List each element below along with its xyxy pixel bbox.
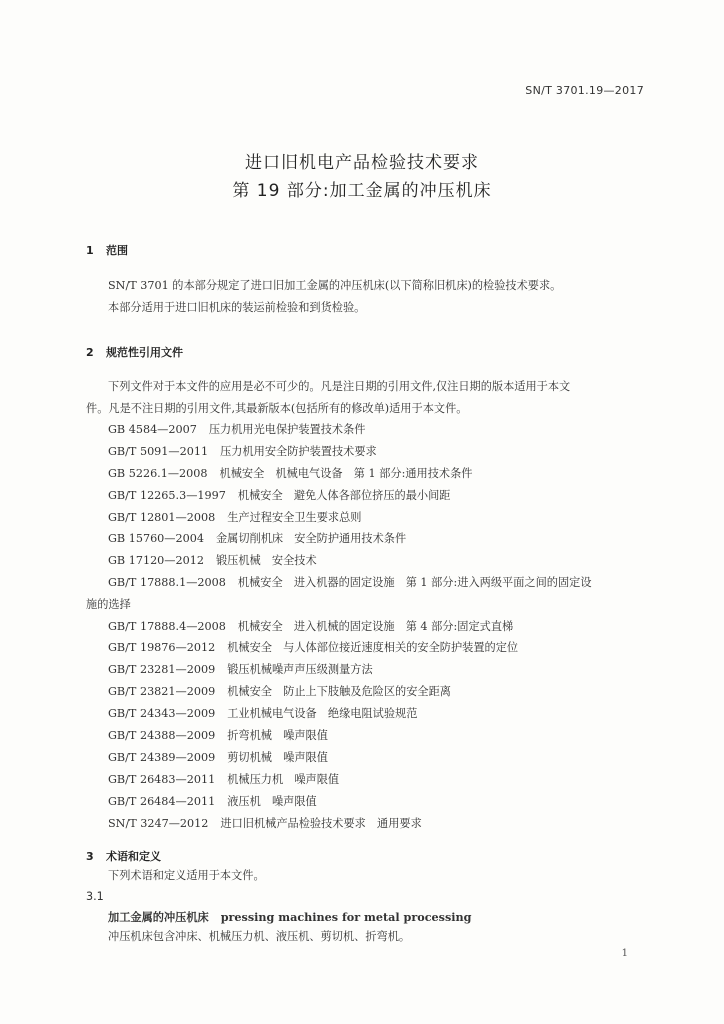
reference-item: GB/T 19876—2012 机械安全 与人体部位接近速度相关的安全防护装置的定位	[108, 641, 519, 654]
reference-item: GB 15760—2004 金属切削机床 安全防护通用技术条件	[108, 532, 407, 545]
reference-item: GB/T 26484—2011 液压机 噪声限值	[108, 795, 317, 808]
section-3-intro: 下列术语和定义适用于本文件。	[108, 869, 265, 882]
section-2-intro-line-2: 件。凡是不注日期的引用文件,其最新版本(包括所有的修改单)适用于本文件。	[86, 402, 468, 415]
reference-item: SN/T 3247—2012 进口旧机械产品检验技术要求 通用要求	[108, 817, 422, 830]
reference-item: GB/T 24343—2009 工业机械电气设备 绝缘电阻试验规范	[108, 707, 418, 720]
section-1-paragraph-1: SN/T 3701 的本部分规定了进口旧加工金属的冲压机床(以下简称旧机床)的检验技术要求。	[108, 279, 562, 292]
section-1-paragraph-2: 本部分适用于进口旧机床的装运前检验和到货检验。	[108, 301, 366, 314]
term-number: 3.1	[86, 890, 104, 903]
reference-item: GB/T 12265.3—1997 机械安全 避免人体各部位挤压的最小间距	[108, 489, 451, 502]
section-1-heading: 1 范围	[86, 244, 128, 257]
term-definition: 冲压机床包含冲床、机械压力机、液压机、剪切机、折弯机。	[108, 930, 411, 943]
section-3-heading: 3 术语和定义	[86, 850, 161, 863]
reference-item: GB/T 23821—2009 机械安全 防止上下肢触及危险区的安全距离	[108, 685, 451, 698]
reference-item-continuation: 施的选择	[86, 598, 131, 611]
reference-item: GB/T 17888.1—2008 机械安全 进入机器的固定设施 第 1 部分:进入两级平面之间的固定设	[108, 576, 592, 589]
term-english: pressing machines for metal processing	[220, 910, 472, 924]
reference-item: GB/T 23281—2009 锻压机械噪声声压级测量方法	[108, 663, 373, 676]
reference-item: GB/T 24388—2009 折弯机械 噪声限值	[108, 729, 328, 742]
reference-item: GB/T 5091—2011 压力机用安全防护装置技术要求	[108, 445, 377, 458]
term-chinese: 加工金属的冲压机床	[108, 911, 209, 924]
reference-item: GB/T 12801—2008 生产过程安全卫生要求总则	[108, 511, 362, 524]
page-number: 1	[621, 948, 628, 959]
reference-item: GB/T 26483—2011 机械压力机 噪声限值	[108, 773, 340, 786]
standard-code: SN/T 3701.19—2017	[525, 84, 644, 97]
reference-item: GB 5226.1—2008 机械安全 机械电气设备 第 1 部分:通用技术条件	[108, 467, 473, 480]
reference-item: GB 17120—2012 锻压机械 安全技术	[108, 554, 317, 567]
title-line-1: 进口旧机电产品检验技术要求	[245, 153, 479, 173]
reference-item: GB 4584—2007 压力机用光电保护装置技术条件	[108, 423, 366, 436]
reference-item: GB/T 24389—2009 剪切机械 噪声限值	[108, 751, 328, 764]
term-entry	[108, 910, 471, 925]
title-line-2: 第 19 部分:加工金属的冲压机床	[232, 181, 492, 201]
section-2-heading: 2 规范性引用文件	[86, 346, 183, 359]
section-2-intro-line-1: 下列文件对于本文件的应用是必不可少的。凡是注日期的引用文件,仅注日期的版本适用于本文	[108, 380, 571, 393]
reference-item: GB/T 17888.4—2008 机械安全 进入机械的固定设施 第 4 部分:固定式直梯	[108, 620, 514, 633]
